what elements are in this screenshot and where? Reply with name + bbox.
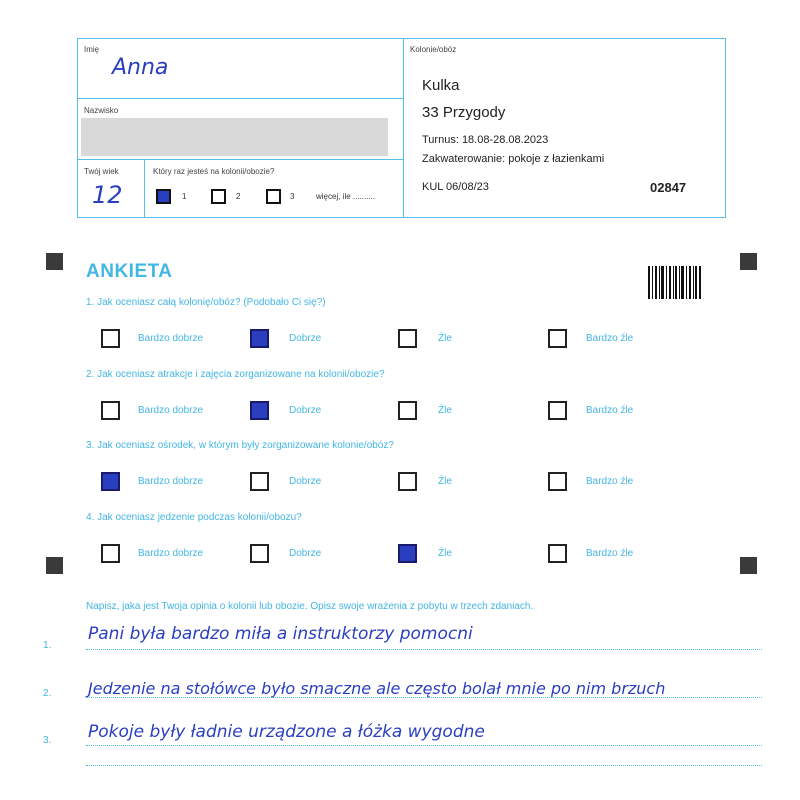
camp-info: [404, 39, 726, 217]
question-text: 2. Jak oceniasz atrakcje i zajęcia zorganizowane na kolonii/obozie?: [86, 369, 385, 380]
line-number: 2.: [43, 688, 52, 699]
option-label: Dobrze: [289, 405, 322, 416]
q3-option-dobrze[interactable]: [250, 472, 269, 491]
opinion-prompt: Napisz, jaka jest Twoja opinia o kolonii lub obozie. Opisz swoje wrażenia z pobytu w trzech zdaniach.: [86, 601, 534, 612]
q2-option-zle[interactable]: [398, 401, 417, 420]
question-text: 4. Jak oceniasz jedzenie podczas kolonii/obozu?: [86, 512, 302, 523]
header-divider: [78, 159, 403, 160]
q4-option-zle[interactable]: [398, 544, 417, 563]
times-option-label: 3: [290, 192, 295, 201]
age-value[interactable]: 12: [92, 181, 123, 209]
times-checkbox-3[interactable]: [266, 189, 281, 204]
header-divider: [78, 98, 403, 99]
answer-line-2[interactable]: Jedzenie na stołówce było smaczne ale często bolał mnie po nim brzuch: [88, 679, 666, 698]
q1-option-bardzo-zle[interactable]: [548, 329, 567, 348]
option-label: Bardzo źle: [586, 405, 634, 416]
age-label: Twój wiek: [84, 167, 119, 176]
q1-option-dobrze[interactable]: [250, 329, 269, 348]
q4-option-bardzo-zle[interactable]: [548, 544, 567, 563]
option-label: Bardzo dobrze: [138, 333, 204, 344]
form-number: 02847: [650, 180, 687, 195]
option-label: Źle: [438, 476, 452, 487]
surname-label: Nazwisko: [84, 106, 119, 115]
option-label: Dobrze: [289, 548, 322, 559]
option-label: Bardzo dobrze: [138, 476, 204, 487]
answer-line-1[interactable]: Pani była bardzo miła a instruktorzy pomocni: [88, 624, 473, 644]
times-label: Który raz jesteś na kolonii/obozie?: [153, 167, 275, 176]
writing-line: [86, 745, 762, 746]
times-more-label: więcej, ile ..........: [316, 192, 376, 201]
line-number: 1.: [43, 640, 52, 651]
option-label: Bardzo źle: [586, 333, 634, 344]
q4-option-dobrze[interactable]: [250, 544, 269, 563]
option-label: Bardzo dobrze: [138, 405, 204, 416]
q1-option-zle[interactable]: [398, 329, 417, 348]
option-label: Bardzo źle: [586, 476, 634, 487]
times-checkbox-1[interactable]: [156, 189, 171, 204]
times-option-label: 1: [182, 192, 187, 201]
option-label: Dobrze: [289, 333, 322, 344]
camp-label: Kolonie/obóz: [410, 45, 457, 54]
survey-title: ANKIETA: [86, 261, 173, 282]
writing-line: [86, 697, 762, 698]
option-label: Bardzo dobrze: [138, 548, 204, 559]
answer-line-3[interactable]: Pokoje były ładnie urządzone a łóżka wygodne: [88, 722, 485, 742]
registration-marker: [46, 557, 63, 574]
accommodation: Zakwaterowanie: pokoje z łazienkami: [422, 153, 605, 165]
camp-adventures: 33 Przygody: [422, 104, 506, 121]
surname-redacted: [81, 118, 388, 156]
question-text: 1. Jak oceniasz całą kolonię/obóz? (Podobało Ci się?): [86, 297, 326, 308]
q2-option-bardzo-zle[interactable]: [548, 401, 567, 420]
turnus: Turnus: 18.08-28.08.2023: [422, 134, 549, 146]
q3-option-bardzo-zle[interactable]: [548, 472, 567, 491]
option-label: Bardzo źle: [586, 548, 634, 559]
q2-option-dobrze[interactable]: [250, 401, 269, 420]
registration-marker: [46, 253, 63, 270]
name-label: Imię: [84, 45, 100, 54]
q4-option-bardzo-dobrze[interactable]: [101, 544, 120, 563]
times-checkbox-2[interactable]: [211, 189, 226, 204]
barcode-icon: [648, 266, 702, 299]
option-label: Dobrze: [289, 476, 322, 487]
camp-name: Kulka: [422, 77, 460, 94]
q3-option-bardzo-dobrze[interactable]: [101, 472, 120, 491]
registration-marker: [740, 253, 757, 270]
writing-line: [86, 649, 762, 650]
line-number: 3.: [43, 735, 52, 746]
header-divider: [144, 159, 145, 217]
q3-option-zle[interactable]: [398, 472, 417, 491]
option-label: Źle: [438, 548, 452, 559]
registration-marker: [740, 557, 757, 574]
q1-option-bardzo-dobrze[interactable]: [101, 329, 120, 348]
name-value[interactable]: Anna: [112, 55, 169, 80]
q2-option-bardzo-dobrze[interactable]: [101, 401, 120, 420]
header-box: [77, 38, 726, 218]
question-text: 3. Jak oceniasz ośrodek, w którym były zorganizowane kolonie/obóz?: [86, 440, 394, 451]
option-label: Źle: [438, 405, 452, 416]
option-label: Źle: [438, 333, 452, 344]
writing-line: [86, 765, 762, 766]
camp-code: KUL 06/08/23: [422, 181, 489, 193]
times-option-label: 2: [236, 192, 241, 201]
